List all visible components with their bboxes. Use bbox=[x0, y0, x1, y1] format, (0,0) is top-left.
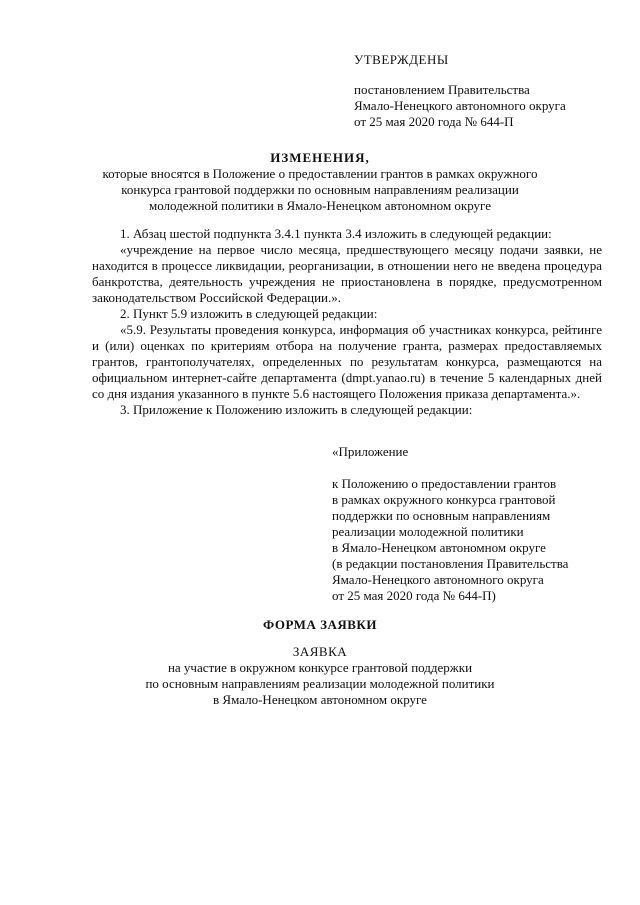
approved-heading: УТВЕРЖДЕНЫ bbox=[354, 52, 449, 67]
appendix-line: в Ямало-Ненецком автономном округе bbox=[332, 540, 546, 555]
subtitle-line: которые вносятся в Положение о предоставлении грантов в рамках окружного bbox=[102, 166, 538, 181]
application-line: на участие в окружном конкурсе грантовой поддержки bbox=[167, 660, 473, 675]
subtitle-line: конкурса грантовой поддержки по основным направлениям реализации bbox=[121, 182, 519, 197]
appendix-line: поддержки по основным направлениям bbox=[332, 508, 551, 523]
document-subtitle bbox=[40, 166, 600, 214]
approved-line: постановлением Правительства bbox=[354, 82, 530, 97]
application-line: по основным направлениям реализации молодежной политики bbox=[145, 676, 495, 691]
paragraph-item-2: 2. Пункт 5.9 изложить в следующей редакции: bbox=[120, 306, 378, 321]
approved-line: от 25 мая 2020 года № 644-П bbox=[354, 114, 514, 129]
form-title: ФОРМА ЗАЯВКИ bbox=[263, 617, 377, 632]
application-title: ЗАЯВКА bbox=[292, 644, 348, 659]
approved-line: Ямало-Ненецкого автономного округа bbox=[354, 98, 566, 113]
appendix-line: к Положению о предоставлении грантов bbox=[332, 476, 557, 491]
appendix-line: в рамках окружного конкурса грантовой bbox=[332, 492, 556, 507]
approved-block bbox=[354, 82, 614, 130]
appendix-label: «Приложение bbox=[332, 444, 409, 459]
subtitle-line: молодежной политики в Ямало-Ненецком автономном округе bbox=[148, 198, 491, 213]
appendix-line: Ямало-Ненецкого автономного округа bbox=[332, 572, 544, 587]
paragraph-item-1: 1. Абзац шестой подпункта 3.4.1 пункта 3.4 изложить в следующей редакции: bbox=[120, 226, 552, 241]
paragraph-item-3: 3. Приложение к Положению изложить в следующей редакции: bbox=[120, 402, 473, 417]
paragraph-quote-1: «учреждение на первое число месяца, предшествующего месяцу подачи заявки, не находится в процессе ликвидации, реорганизации, в отношении него не введена процедура банкротства, деятельность учреждения не приостановлена в порядке, предусмотренном законодательством Российской Федерации.». bbox=[92, 242, 602, 305]
appendix-line: от 25 мая 2020 года № 644-П) bbox=[332, 588, 496, 603]
appendix-spacer bbox=[332, 460, 622, 476]
appendix-line: реализации молодежной политики bbox=[332, 524, 524, 539]
application-line: в Ямало-Ненецком автономном округе bbox=[213, 692, 427, 707]
appendix-header bbox=[332, 444, 622, 604]
document-title: ИЗМЕНЕНИЯ, bbox=[270, 150, 370, 165]
paragraph-quote-2: «5.9. Результаты проведения конкурса, информация об участниках конкурса, рейтинге и (или) оценках по критериям отбора на получение гранта, размерах предоставляемых грантов, грантополучателях, определенных по результатам конкурса, размещаются на официальном интернет-сайте департамента (dmpt.yanao.ru) в течение 5 календарных дней со дня издания указанного в пункте 5.6 настоящего Положения приказа департамента.». bbox=[92, 322, 602, 401]
document-body bbox=[92, 226, 602, 418]
application-subtitle bbox=[0, 660, 640, 708]
appendix-line: (в редакции постановления Правительства bbox=[332, 556, 569, 571]
